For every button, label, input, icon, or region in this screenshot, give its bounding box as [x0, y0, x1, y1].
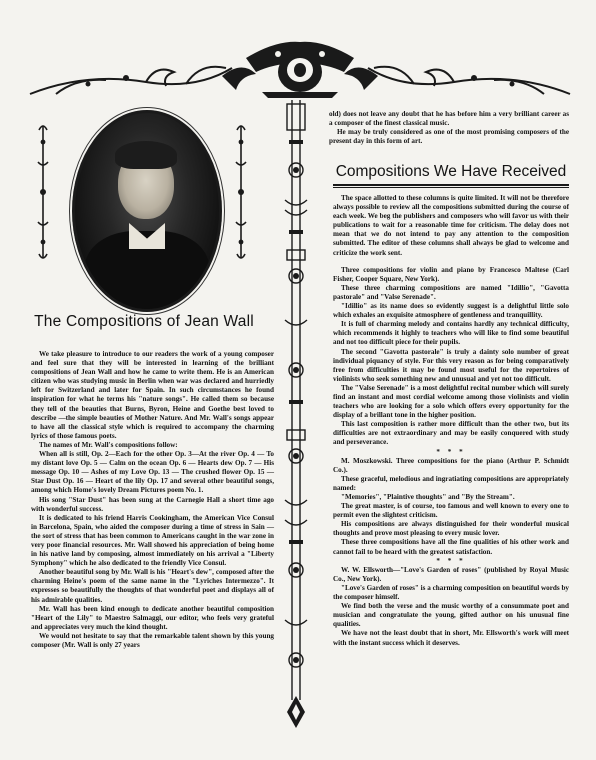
article-title-jean-wall: The Compositions of Jean Wall	[34, 313, 254, 330]
article-paragraph: "Love's Garden of roses" is a charming composition on beautiful words by the composer himself.	[333, 583, 569, 602]
article-paragraph: These three compositions have all the fine qualities of his other work and cannot fail to be heard with the greatest satisfaction.	[333, 538, 569, 556]
article-title-compositions-received: Compositions We Have Received	[335, 163, 567, 180]
article-paragraph: We have not the least doubt that in short, Mr. Ellsworth's work will meet with the instant success which it deserves.	[333, 629, 569, 647]
article-continuation	[329, 110, 569, 146]
article-body-jean-wall	[31, 350, 274, 650]
article-paragraph: These three charming compositions are named "Idillio", "Gavotta pastorale" and "Valse Serenade".	[333, 283, 569, 301]
article-paragraph: Mr. Wall has been kind enough to dedicate another beautiful composition "Heart of the Lily" to Maestro Salmaggi, our editor, who feels very grateful and appreciates very much the kind thought.	[31, 604, 274, 631]
article-paragraph: The space allotted to these columns is quite limited. It will not be therefore always possible to review all the compositions submitted during the course of each week. We beg the publishers and composers who will favor us with their publications to wait for a reasonable time for criticism. The delay does not mean that we do not intend to pay any attention to the composition submitted. The editor of these columns shall always be glad to welcome and criticize the work sent.	[333, 194, 569, 257]
article-paragraph: M. Moszkowski. Three compositions for the piano (Arthur P. Schmidt Co.).	[333, 456, 569, 474]
article-paragraph: "Memories", "Plaintive thoughts" and "By the Stream".	[341, 493, 515, 501]
article-paragraph: The great master, is of course, too famous and well known to every one to permit even the slightest criticism.	[333, 502, 569, 520]
article-body-compositions-received	[333, 194, 569, 648]
article-paragraph: We take pleasure to introduce to our readers the work of a young composer and feel sure that they will be interested in learning of the brilliant compositions of Jean Wall and how he came to write them. He is an American citizen who was studying music in Berlin when war was declared and hurriedly left for Switzerland and later for Spain. In such circumstances he found inspiration for what he terms his "nature songs". He called them so because they tell of the beauties that Burns, Byron, Heine and Goethe best loved to describe —the simple beauties of Mother Nature. And Mr. Wall's songs appear to have all the classical style which is required to accompany the charming lyrics of those famous poets.	[31, 350, 274, 440]
article-paragraph: "Idillio" as its name does so evidently suggest is a delightful little solo which exhales an exquisite atmosphere of gentleness and tranquillity.	[333, 302, 569, 320]
section-separator: * * *	[436, 447, 466, 456]
article-paragraph: These graceful, melodious and ingratiating compositions are appropriately named:	[333, 474, 569, 492]
article-paragraph: old) does not leave any doubt that he has before him a very brilliant career as a composer of the finest classical music.	[329, 110, 569, 128]
title-rule	[333, 187, 569, 188]
portrait-hair	[115, 141, 177, 169]
article-paragraph: The second "Gavotta pastorale" is truly a dainty solo number of great individual piquancy of style. For this very reason as for being comparatively free from difficulties it may be found most useful for the repertoires of violinists who seek something new and unusual and yet not too difficult.	[333, 347, 569, 383]
article-paragraph: This last composition is rather more difficult than the other two, but its difficulties are not extraordinary and may be easily conquered with study and perseverance.	[333, 420, 569, 447]
article-paragraph: The "Valse Serenade" is a most delightful recital number which will surely find an instant and most cordial welcome among those violinists and violin teachers who are looking for a solo which offers every opportunity for the display of a brillant tone in the higher position.	[333, 383, 569, 420]
ornamental-header-icon	[26, 38, 574, 100]
article-paragraph: His song "Star Dust" has been sung at the Carnegie Hall a short time ago with wonderful success.	[31, 495, 274, 513]
ornamental-column-icon	[279, 100, 313, 730]
vertical-scroll-ornament-icon	[234, 122, 248, 262]
article-paragraph: We find both the verse and the music worthy of a consummate poet and musician and congratulate the young, gifted author on his unusual fine qualities.	[333, 602, 569, 629]
article-paragraph: We would not hesitate to say that the remarkable talent shown by this young composer (Mr. Wall is only 27 years	[31, 631, 274, 649]
article-paragraph: It is dedicated to his friend Harris Cookingham, the American Vice Consul in Barcelona, Spain, who aided the composer during a time of stress in Sain — the sort of stress that has been common to Americans caught in the war zone in very poor financial resources. Mr. Wall showed his appreciation of being home in his native land by composing, almost immediately on his arrival a "Liberty Symphony" which he also dedicated to the friendly Vice Consul.	[31, 513, 274, 568]
article-paragraph: He may be truly considered as one of the most promising composers of the present day in this form of art.	[329, 128, 569, 146]
title-rule	[333, 184, 569, 186]
article-paragraph: Three compositions for violin and piano by Francesco Maltese (Carl Fisher, Cooper Square, New York).	[333, 265, 569, 283]
vertical-scroll-ornament-icon	[36, 122, 50, 262]
article-paragraph: The names of Mr. Wall's compositions follow:	[39, 440, 178, 449]
article-paragraph: When all is still, Op. 2—Each for the other Op. 3—At the river Op. 4 — To my distant love Op. 5 — Calm on the ocean Op. 6 — Hearts dew Op. 7 — His message Op. 10 — Ashes of my Love Op. 13 — The crushed flower Op. 15 — Star Dust Op. 16 — Heart of the lily Op. 17 and several other beautiful songs, among which Home's lovely Dream Pictures poem No. 1.	[31, 450, 274, 495]
article-paragraph: W. W. Ellsworth—"Love's Garden of roses" (published by Royal Music Co., New York).	[333, 565, 569, 583]
article-paragraph: His compositions are always distinguished for their wonderful musical thoughts and prove most pleasing to every music lover.	[333, 520, 569, 538]
composer-portrait	[72, 110, 222, 312]
article-paragraph: Another beautiful song by Mr. Wall is his "Heart's dew", composed after the charming Heine's poem of the same name in the "Lyriches Intermezzo". It expresses so beautifully the thoughts of that wonderful poet and displays all of his admirable qualities.	[31, 568, 274, 604]
article-paragraph: It is full of charming melody and contains hardly any technical difficulty, which recommends it highly to teachers who will like to find some beautiful and not too difficult piece for their pupils.	[333, 320, 569, 347]
section-separator: * * *	[436, 556, 466, 565]
